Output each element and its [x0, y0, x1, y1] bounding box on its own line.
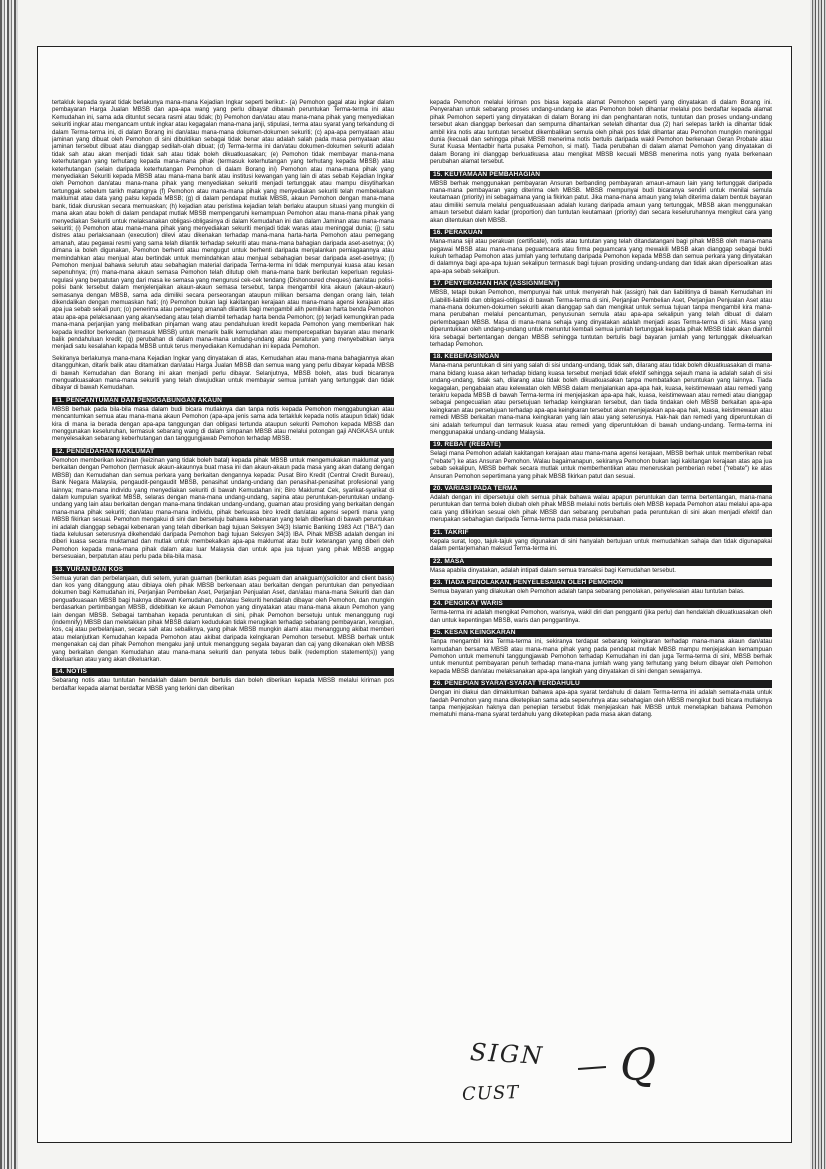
document-page — [37, 46, 792, 1143]
section-heading-24: 24. PENGIKAT WARIS — [430, 600, 772, 608]
section-heading-12: 12. PENDEDAHAN MAKLUMAT — [52, 448, 394, 456]
right-intro-paragraph: kepada Pemohon melalui kiriman pos biasa kepada alamat Pemohon seperti yang dinyatakan di dalam Borang ini. Penyerahan untuk sebarang proses undang-undang ke atas Pemohon boleh dihantar melalui pos berdaftar kepada alamat pihak Pemohon seperti yang dinyatakan di dalam Borang ini dan penghantaran notis, tuntutan dan proses undang-undang tersebut akan dianggap berkesan dan sempurna dihantarkan setelah dihantar dua (2) hari selepas tarikh ia dihantar tidak ambil kira notis atau tuntutan tersebut dikembalikan semula oleh pihak pos tidak dihantar atau Pemohon mungkin meninggal dunia (kecuali dan sehingga pihak MBSB menerima notis bertulis daripada wakil Pemohon berkenaan Geran Probate atau Surat Kuasa Mentadbir harta pusaka Pemohon, si mati). Tiada perubahan di dalam alamat Pemohon yang dinyatakan di dalam Borang ini dianggap berkuatkuasa atau mengikat MBSB kecuali MBSB menerima notis yang nyata berkenaan perubahan alamat tersebut. — [430, 99, 772, 166]
section-heading-16: 16. PERAKUAN — [430, 229, 772, 237]
section-heading-14: 14. NOTIS — [52, 668, 394, 676]
section-heading-17: 17. PENYERAHAN HAK (ASSIGNMENT) — [430, 280, 772, 288]
section-heading-20: 20. VARIASI PADA TERMA — [430, 485, 772, 493]
scan-edge-left — [0, 0, 18, 1169]
handwritten-sign-note: SIGN — [469, 1038, 545, 1070]
section-text-12: Pemohon memberikan keizinan (keizinan yang tidak boleh batal) kepada pihak MBSB untuk mengemukakan maklumat yang berkaitan dengan Pemohon (termasuk akaun-akaunnya buat masa ini dan akaun-akaun pada masa yang akan datang dengan MBSB) dan Kemudahan dan semua perkara yang berkaitan dengannya kepada: Pusat Biro Kredit (Central Credit Bureau), Bank Negara Malaysia, pengaudit-pengaudit MBSB, penasihat undang-undang dan penasihat-penasihat profesional yang lainnya; mana-mana individu yang menyediakan sekuriti di bawah Kemudahan ini; Biro Maklumat Cek, syarikat-syarikat di dalam kumpulan syarikat MBSB, selaras dengan mana-mana undang-undang, sapina atau peruntukan-peruntukan undang-undang yang lain atau berkaitan dengan mana-mana tindakan undang-undang, guaman atau prosiding yang berkaitan dengan mana-mana pihak sekuriti; dan/atau mana-mana individu, pihak berkuasa biro kredit dan/atau agensi seperti mana yang MBSB fikirkan sesuai. Pemohon mengakui di sini dan bersetuju bahawa kebenaran yang telah diberikan di bawah peruntukan ini adalah dianggap sebagai kebenaran yang telah diberikan bagi tujuan Seksyen 34(3) Islamic Banking 1983 Act ("IBA") dan tiada kelulusan seterusnya dikehendaki daripada Pemohon bagi tujuan Seksyen 34(3) IBA. Pihak MBSB adalah dengan ini diberi kuasa secara muktamad dan mutlak untuk membekalkan apa-apa maklumat atau butir keterangan yang diberi oleh Pemohon kepada mana-mana pihak dalam atau luar Malaysia dan untuk apa jua tujuan yang pihak MBSB anggap bersesuaian, berpatutan atau perlu pada bila-bila masa. — [52, 456, 394, 561]
section-heading-18: 18. KEBERASINGAN — [430, 353, 772, 361]
section-text-20: Adalah dengan ini dipersetujui oleh semua pihak bahawa walau apapun peruntukan dan terma bertentangan, mana-mana peruntukan dan terma boleh diubah oleh pihak MBSB melalui notis bertulis oleh MBSB kepada Pemohon atau melalui apa-apa cara yang difikirkan sesuai oleh pihak MBSB dan sebarang perubahan pada peruntukan di sini akan menjadi efektif dan merupakan sebahagian daripada Terma-terma pada masa pelaksanaan. — [430, 494, 772, 524]
left-column — [52, 99, 394, 1136]
section-heading-23: 23. TIADA PENOLAKAN, PENYELESAIAN OLEH PEMOHON — [430, 579, 772, 587]
section-heading-19: 19. REBAT (REBATE) — [430, 441, 772, 449]
handwritten-q-note: Q — [620, 1040, 657, 1091]
section-text-17: MBSB, tetapi bukan Pemohon, mempunyai hak untuk menyerah hak (assign) hak dan liabilitinya di bawah Kemudahan ini (Liabiliti-liabiliti dan obligasi-obligasi di bawah Terma-terma di sini, Perjanjian Pembelian Aset, Perjanjian Penjualan Aset atau mana-mana dokumen-dokumen sekuriti akan dianggap sah dan mengikat untuk semua tujuan tanpa mengambil kira mana-mana perubahan melalui pencantuman, penyusunan semula atau apa-apa sekalipun yang telah dibuat di dalam perlembagaan MBSB. Masa di mana-mana sehaja yang dinyatakan adalah menjadi asas Terma-terma di sini. Masa yang diperuntukkan oleh undang-undang untuk menuntut kembali semua jumlah tertunggak kepada pihak MBSB tidak akan diambil kira sebagai bertentangan dengan MBSB sehingga tuntutan bertulis bagi bayaran jumlah yang tertunggak dikeluarkan terhadap Pemohon. — [430, 289, 772, 348]
section-text-22: Masa apabila dinyatakan, adalah intipati dalam semua transaksi bagi Kemudahan tersebut. — [430, 566, 676, 574]
section-text-25: Tanpa mengambil kira Terma-terma ini, sekiranya terdapat sebarang keingkaran terhadap mana-mana akaun dan/atau kemudahan bersama MBSB atau mana-mana pihak yang pada pendapat mutlak MBSB mampu menjejaskan kemampuan Pemohon untuk memenuhi tanggungjawab Pemohon terhadap Kemudahan ini dan juga Terma-terma di sini, MBSB berhak untuk menuntut pembayaran penuh terhadap mana-mana jumlah wang yang terhutang yang belum dibayar oleh Pemohon kepada MBSB dan/atau melaksanakan apa-apa langkah yang dinyatakan di sini dengan sewajarnya. — [430, 638, 772, 675]
section-heading-15: 15. KEUTAMAAN PEMBAHAGIAN — [430, 171, 772, 179]
intro-paragraph-1: tertakluk kepada syarat tidak berlakunya mana-mana Kejadian Ingkar seperti berikut:- (a) Pemohon gagal atau ingkar dalam pembayaran Harga Jualan MBSB dan apa-apa wang yang perlu dibayar dibawah peruntukan Terma-terma ini atau Kemudahan ini, sama ada dituntut secara rasmi atau tidak; (b) Pemohon dan/atau atau mana-mana pihak yang menyediakan sekuriti ingkar atau mengancam untuk ingkar atau kegagalan mana-mana janji, stipulasi, terma atau syarat yang terkandung di dalam Terma-terma ini, di dalam Borang ini dan/atau mana-mana dokumen-dokumen sekuriti; (c) apa-apa pernyataan atau jaminan yang dibuat oleh Pemohon di sini dibuktikan sebagai tidak benar atau adalah salah pada masa pernyataan atau jaminan tersebut dibuat atau dianggap sedilah-olah dibuat; (d) Terma-terma ini dan/atau dokumen-dokumen sekuriti adalah tidak sah atau akan menjadi tidak sah atau tidak boleh dikuatkuasakan; (e) Pemohon tidak membayar mana-mana keterhutangan yang terhutang kepada mana-mana pihak (termasuk keterhutangan yang terhutang kepada MBSB) atau keterhutangan (selain daripada keterhutangan Pemohon di dalam Borang ini) Pemohon atau mana-mana pihak yang menyediakan Sekuriti kepada MBSB atau mana-mana bank atau institusi kewangan yang lain di atas sebab Kejadian Ingkar oleh Pemohon dan/atau mana-mana pihak yang menyediakan sekuriti menjadi tertunggak atau mampu diisytiharkan tertunggak sebelum tarikh matangnya (f) Pemohon atau mana-mana pihak yang menyediakan sekuriti telah membekalkan maklumat atau data yang palsu kepada MBSB; (g) di dalam pendapat mutlak MBSB, akaun Pemohon dengan mana-mana bank, tidak diuruskan secara memuaskan; (h) kejadian atau peristiwa kejadian telah berlaku ataupun situasi yang mungkin di mana akan atau boleh di dalam pendapat mutlak MBSB mempengaruhi kemampuan Pemohon atau mana-mana pihak yang menyediakan Sekuriti untuk melaksanakan obligasi-obligasinya di dalam Kemudahan ini dan dalam Jaminan atau mana-mana sekuriti; (i) Pemohon atau mana-mana pihak yang menyediakan sekuriti menjadi tidak waras atau meninggal dunia; (j) satu distres atau perlaksanaan (execution) dilevi atau dikenakan terhadap mana-mana harta-harta Pemohon atau pemegang amanah, atau pegawai resmi yang sama telah dilantik terhadap sekuriti atau mana-mana bahagian daripada aset-asetnya; (k) dimana ia boleh digunakan, Pemohon berhenti atau mengugut untuk berhenti daripada menjalankan perniagaannya atau memindahkan atau menjual atau bertindak untuk memindahkan atau menjual sebahagian besar daripada aset-asetnya; (l) Pemohon menjual bahawa seluruh atau sebahagian material daripada Terma-terma ini tidak mempunyai kuasa atau kesan sepenuhnya; (m) mana-mana akaun semasa Pemohon telah ditutup oleh mana-mana bank berikutan keperluan regulasi-regulasi yang berpatutan yang dari masa ke semasa yang mengurusi cek-cek tendang (Dishonoured cheques) dan/atau polisi-polisi bank tersebut dalam menjelenjaikan akaun-akaun semasa tersebut, tanpa mengambil kira akaun (akaun-akaun) semasanya dengan MBSB, sama ada dimiliki secara perseorangan ataupun milikan bersama dengan orang lain, telah dikendalikan dengan memuaskan hati; (n) Pemohon bukan lagi kakitangan kerajaan atau mana-mana agensi kerajaan atas apa jua sebab sekali pun; (o) penerima atau pemegang amanah dilantik bagi mengambil alih pemilikan harta benda Pemohon atau apa-apa pelaksanaan yang akan/sedang atau telah diambil terhadap harta benda Pemohon; (p) terjadi kemungkiran pada mana-mana perjanjian yang melibatkan pinjaman wang atau pendahuluan kredit kepada Pemohon yang memberikan hak kepada kreditor berkenaan (termasuk MBSB) untuk menarik balik kemudahan atau mempercepatkan bayaran atau menarik balik pendahuluan kredit; (q) perubahan di dalam mana-mana undang-undang atau peraturan yang menyebabkan ianya menjadi satu kesalahan kepada MBSB untuk terus menyediakan Kemudahan ini kepada Pemohon. — [52, 99, 394, 351]
section-heading-26: 26. PENEPIAN SYARAT-SYARAT TERDAHULU — [430, 680, 772, 688]
section-text-18: Mana-mana peruntukan di sini yang salah di sisi undang-undang, tidak sah, dilarang atau tidak boleh dikuatkuasakan di mana-mana bidang kuasa akan terhadap bidang kuasa tersebut menjadi tidak efektif sehingga sejauh mana ia adalah salah di sisi undang-undang, tidak sah, dilarang atau tidak boleh dikuatkuasakan tanpa membatalkan peruntukan yang lainnya. Tiada kegagalan, pengabaian atau kelewatan oleh MBSB dalam menjalankan apa-apa hak, kuasa, keistimewaan atau remedi yang terakru kepada MBSB di bawah Terma-terma ini menjejaskan apa-apa hak, kuasa, keistimewaan atau remedi atau dianggap sebagai pengecualian atau persetujuan terhadap keingkaran tersebut, dan tiada tindakan oleh MBSB berkaitan apa-apa keingkaran atau persetujuan terhadap apa-apa keingkaran tersebut akan menjejaskan apa-apa hak, kuasa, keistimewaan atau remedi MBSB berkaitan mana-mana keingkaran yang lain atau yang seterusnya. Hak-hak dan remedi yang diperuntukan di sini adalah terkumpul dan termasuk kuasa atau remedi yang diperuntukkan di bawah undang-undang. Terma-terma ini menggunapakai undang-undang Malaysia. — [430, 362, 772, 437]
section-heading-21: 21. TAKRIF — [430, 529, 772, 537]
section-heading-25: 25. KESAN KEINGKARAN — [430, 629, 772, 637]
section-text-19: Selagi mana Pemohon adalah kakitangan kerajaan atau mana-mana agensi kerajaan, MBSB berhak untuk memberikan rebat ("rebate") ke atas Ansuran Pemohon. Walau bagaimanapun, sekiranya Pemohon bukan lagi kakitangan kerajaan atas apa jua sebab sekalipun, MBSB berhak secara mutlak untuk memberhentikan atau meneruskan pemberian rebet ("rebate") ke atas Ansuran Pemohon sepertimana yang pihak MBSB fikirkan patut dan sesuai. — [430, 450, 772, 480]
right-column — [430, 99, 772, 1136]
section-text-26: Dengan ini diakui dan dimaklumkan bahawa apa-apa syarat terdahulu di dalam Terma-terma ini adalah semata-mata untuk faedah Pemohon yang mana diketepikan sama ada sepenuhnya atau sebahagian oleh MBSB mengikut budi bicara mutlaknya tanpa menjejaskan haknya dan penepian tersebut tidak menjejaskan hak MBSB untuk menetapkan bahawa Pemohon mematuhi mana-mana syarat terdahulu yang diketepikan pada masa akan datang. — [430, 689, 772, 719]
section-text-21: Kepala surat, logo, tajuk-tajuk yang digunakan di sini hanyalah bertujuan untuk memudahkan sahaja dan tidak digunapakai dalam pentarjemahan maksud Terma-terma ini. — [430, 537, 772, 553]
section-heading-22: 22. MASA — [430, 558, 772, 566]
section-heading-13: 13. YURAN DAN KOS — [52, 566, 394, 574]
section-text-14: Sebarang notis atau tuntutan hendaklah dalam bentuk bertulis dan boleh diberikan kepada MBSB melalui kiriman pos berdaftar kepada alamat berdaftar MBSB yang terkini dan diberikan — [52, 677, 394, 692]
section-text-11: MBSB berhak pada bila-bila masa dalam budi bicara mutlaknya dan tanpa notis kepada Pemohon menggabungkan atau mencantumkan semua atau mana-mana akaun Pemohon (apa-apa jenis sama ada tertakluk kepada notis ataupun tidak) tidak kira di mana ia berada dengan apa-apa tanggungan dan obligasi tertunda ataupun sekuriti Pemohon kepada MBSB dan menggunakan keseluruhan, termasuk sebarang wang di dalam simpanan MBSB atau melalui potongan gaji ANGKASA untuk menyelesaikan sebarang keberhutangan dan tanggungjawab Pemohon terhadap MBSB. — [52, 405, 394, 443]
section-heading-11: 11. PENCANTUMAN DAN PENGGABUNGAN AKAUN — [52, 397, 394, 405]
section-text-16: Mana-mana sijil atau perakuan (certificate), notis atau tuntutan yang telah ditandatangani bagi pihak MBSB oleh mana-mana pegawai MBSB atau mana-mana peguamcara atau firma peguamcara yang mewakili MBSB akan dianggap sebagai bukti kukuh terhadap Pemohon atas jumlah yang terhutang daripada Pemohon kepada MBSB dan semua perkara yang dinyatakan di dalamnya bagi apa-apa tujuan sekalipun termasuk bagi tujuan prosiding undang-undang dan tidak akan dipersoalkan atas apa-apa sebab sekalipun. — [430, 238, 772, 275]
scan-edge-right — [810, 0, 826, 1169]
handwritten-cust-note: CUST — [461, 1082, 520, 1105]
section-text-13: Semua yuran dan perbelanjaan, duti setem, yuran guaman (berikutan asas peguam dan anakguam)(solicitor and client basis) dan kos yang ditanggung atau dibiaya oleh pihak MBSB berkenaan atau berkaitan dengan peruntukan dan penyediaan dokumen bagi Kemudahan ini, Perjanjian Pembelian Aset, Perjanjian Penjualan Aset, dan/atau mana-mana Sekuriti dan dan penguatkuasaan MBSB bagi haknya dibawah Kemudahan, dan/atau Sekuriti hendaklah dibayar oleh Pemohon, dan mungkin berdasarkan pertimbangan MBSB, didebitkan ke akaun Pemohon yang dinyatakan atau mana-mana akaun Pemohon yang lain dengan MBSB. Sebagai tambahan kepada peruntukan di sini, pihak Pemohon bersetuju untuk menanggung rugi (indemnify) MBSB dan meletakkan pihak MBSB dalam kedudukan tidak merugikan terhadap sebarang pembayaran, kerugian, kos, caj atau perbelanjaan, secara sah atau sebaliknya, yang pihak MBSB mungkin alami atau menanggung akibat memberi atau melanjutkan Kemudahan kepada Pemohon atau akibat daripada kelngkaran Pemohon tersebut. MBSB berhak untuk mengenakan caj dan pihak Pemohon mengaku janji untuk menanggung segala bayaran dan caj yang dikenakan oleh MBSB yang berkaitan dengan Kemudahan atau mana-mana sekuriti dan penyata tebus balik (redemption statement(s)) yang dikeluarkan atau yang akan dikeluarkan. — [52, 574, 394, 664]
intro-paragraph-2: Sekiranya berlakunya mana-mana Kejadian Ingkar yang dinyatakan di atas, Kemudahan atau mana-mana bahagiannya akan ditangguhkan, ditarik balik atau ditamatkan dan/atau Harga Jualan MBSB dan semua wang yang perlu dibayar kepada MBSB di bawah Kemudahan dan Borang ini akan menjadi perlu dibayar. Selanjutnya, MBSB boleh, atas budi bicaranya menguatkuasakan mana-mana sekuriti yang telah diwujudkan untuk membayar semua jumlah yang tertunggak dan tidak dibayar di bawah Kemudahan. — [52, 354, 394, 392]
section-text-23: Semua bayaran yang dilakukan oleh Pemohon adalah tanpa sebarang penolakan, penyelesaian atau tuntutan balas. — [430, 587, 745, 595]
section-text-15: MBSB berhak menggunakan pembayaran Ansuran berbanding pembayaran amaun-amaun lain yang tertunggak daripada mana-mana pembayaran yang diterima oleh MBSB. MBSB mempunyai budi bicaranya sendiri untuk menilai semula keutamaan (priority) ini sebagaimana yang ia fikirkan patut. Jika mana-mana amaun yang telah diterima dalam bentuk bayaran atau dimiliki semula melalui penguatkuasaan adalah kurang daripada amaun yang tertunggak, MBSB akan menggunakan amaun tersebut dalam kadar (proportion) dan tuntutan keutamaan (priority) dan secara keseluruhannya mengikut cara yang akan ditentukan oleh MBSB. — [430, 179, 772, 224]
section-text-24: Terma-terma ini adalah mengikat Pemohon, warisnya, wakil diri dan pengganti (jika perlu) dan hendaklah dikuatkuasakan oleh dan untuk kepentingan MBSB, waris dan penggantinya. — [430, 609, 772, 624]
